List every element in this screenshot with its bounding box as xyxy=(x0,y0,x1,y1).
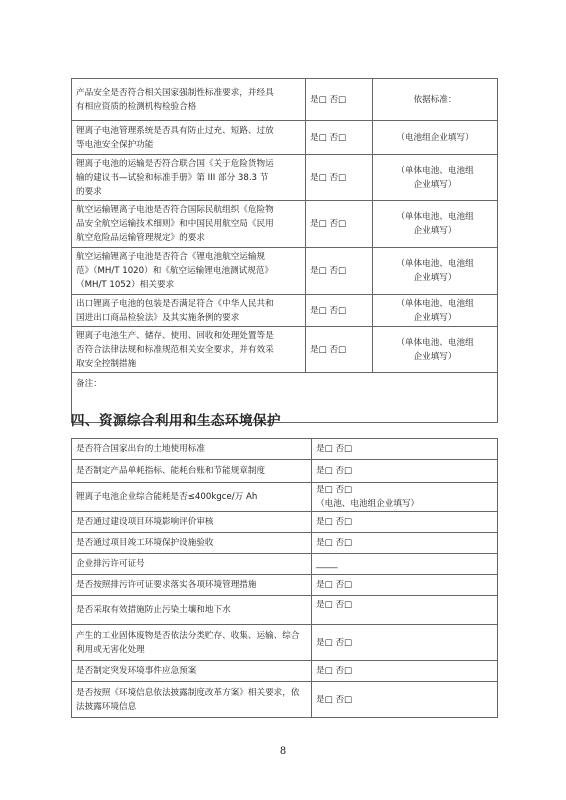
fill-text: 企业填写） xyxy=(413,351,457,362)
fill-text: （单体电池、电池组 xyxy=(396,337,474,348)
table-row xyxy=(72,295,498,327)
answer-text: 是□ 否□ xyxy=(316,637,353,648)
fill-cell xyxy=(373,201,498,248)
page-number: 8 xyxy=(279,746,287,757)
answer-text: 是□ 否□ xyxy=(316,666,353,676)
fill-text: （单体电池、电池组 xyxy=(396,259,474,269)
permit-number-field[interactable] xyxy=(312,554,498,575)
question-cell xyxy=(72,79,306,121)
table-row xyxy=(72,121,498,155)
answer-note: （电池、电池组企业填写） xyxy=(316,499,420,509)
question-cell xyxy=(72,327,306,373)
question-text: 有相应资质的检测机构检验合格 xyxy=(76,101,197,112)
answer-cell[interactable] xyxy=(312,661,498,682)
table-row xyxy=(72,201,498,248)
table-row xyxy=(72,460,498,483)
question-cell: 是否通过建设项目环境影响评价审核 xyxy=(72,512,312,533)
answer-text: 是□ 否□ xyxy=(316,444,353,454)
table-row xyxy=(72,596,498,625)
question-cell: 是否采取有效措施防止污染土壤和地下水 xyxy=(72,596,312,625)
fill-cell xyxy=(373,248,498,295)
answer-cell[interactable]: 是□ 否□ xyxy=(306,121,373,155)
answer-cell[interactable] xyxy=(312,512,498,533)
answer-cell[interactable]: 是□ 否□ xyxy=(306,201,373,248)
answer-cell[interactable]: 是□ 否□ xyxy=(306,248,373,295)
question-text: 等电池安全保护功能 xyxy=(76,139,154,150)
fill-text: 企业填写） xyxy=(413,226,457,236)
notes-label: 备注： xyxy=(76,379,102,389)
table-row xyxy=(72,439,498,460)
question-cell: 是否通过项目竣工环境保护设施验收 xyxy=(72,533,312,554)
answer-cell[interactable] xyxy=(312,483,498,512)
question-text: 范》（MH/T 1020）和《航空运输锂电池测试规范》 xyxy=(76,266,274,276)
fill-text: （单体电池、电池组 xyxy=(396,212,474,222)
answer-cell[interactable] xyxy=(312,596,498,625)
fill-text: 依据标准： xyxy=(413,94,457,105)
question-cell: 产生的工业固体废物是否依法分类贮存、收集、运输、综合利用或无害化处理 xyxy=(72,625,312,661)
table-row xyxy=(72,575,498,596)
answer-cell[interactable]: 是□ 否□ xyxy=(306,295,373,327)
section-title: 四、资源综合利用和生态环境保护 xyxy=(71,413,281,429)
fill-cell xyxy=(373,121,498,155)
question-text: 航空危险品运输管理规定》的要求 xyxy=(76,233,205,243)
table-row xyxy=(72,682,498,718)
answer-text: 是□ 否□ xyxy=(316,580,353,590)
question-text: 锂离子电池生产、储存、使用、回收和处理处置等是 xyxy=(76,330,274,341)
question-cell: 是否按照排污许可证要求落实各项环境管理措施 xyxy=(72,575,312,596)
fill-text: （单体电池、电池组 xyxy=(396,165,474,176)
answer-cell[interactable] xyxy=(312,460,498,483)
answer-text: 是□ 否□ xyxy=(316,517,353,527)
question-cell xyxy=(72,155,306,201)
question-cell xyxy=(72,201,306,248)
fill-text: 企业填写） xyxy=(413,179,457,190)
question-text: 品安全航空运输技术细则》和中国民用航空局《民用 xyxy=(76,219,274,229)
question-text: 输的建议书—试验和标准手册》第 III 部分 38.3 节 xyxy=(76,172,269,183)
question-text: 出口锂离子电池的包装是否满足符合《中华人民共和 xyxy=(76,298,274,309)
fill-text: 企业填写） xyxy=(413,312,457,323)
answer-text: 是□ 否□ xyxy=(316,694,353,705)
fill-text: （电池组企业填写） xyxy=(396,132,474,143)
table-row xyxy=(72,79,498,121)
environment-table xyxy=(71,438,498,718)
table-row xyxy=(72,155,498,201)
answer-cell[interactable] xyxy=(312,439,498,460)
table-row xyxy=(72,512,498,533)
question-text: 锂离子电池管理系统是否具有防止过充、短路、过放 xyxy=(76,125,274,136)
answer-cell[interactable]: 是□ 否□ xyxy=(306,327,373,373)
question-text: 航空运输锂离子电池是否符合国际民航组织《危险物 xyxy=(76,205,274,215)
fill-cell[interactable] xyxy=(373,79,498,121)
answer-cell[interactable] xyxy=(312,533,498,554)
fill-cell xyxy=(373,155,498,201)
question-cell xyxy=(72,121,306,155)
answer-cell[interactable] xyxy=(312,682,498,718)
answer-cell[interactable] xyxy=(312,625,498,661)
permit-blank: _____ xyxy=(316,559,338,569)
table-row xyxy=(72,248,498,295)
safety-table xyxy=(71,78,498,423)
table-row xyxy=(72,483,498,512)
question-cell: 是否制定产品单耗指标、能耗台账和节能规章制度 xyxy=(72,460,312,483)
question-text: 航空运输锂离子电池是否符合《锂电池航空运输规 xyxy=(76,252,266,262)
table-row xyxy=(72,625,498,661)
question-cell: 是否按照《环境信息依法披露制度改革方案》相关要求，依法披露环境信息 xyxy=(72,682,312,718)
fill-text: （单体电池、电池组 xyxy=(396,298,474,309)
table-row xyxy=(72,554,498,575)
question-text: 取安全控制措施 xyxy=(76,358,137,369)
question-cell: 是否制定突发环境事件应急预案 xyxy=(72,661,312,682)
table-row xyxy=(72,661,498,682)
table-row xyxy=(72,533,498,554)
table-row xyxy=(72,327,498,373)
fill-cell xyxy=(373,295,498,327)
answer-text: 是□ 否□ xyxy=(316,600,353,610)
answer-text: 是□ 否□ xyxy=(316,538,353,548)
answer-cell[interactable]: 是□ 否□ xyxy=(306,155,373,201)
question-cell: 锂离子电池企业综合能耗是否≤400kgce/万 Ah xyxy=(72,483,312,512)
question-text: （MH/T 1052）相关要求 xyxy=(76,280,175,290)
answer-cell[interactable]: 是□ 否□ xyxy=(306,79,373,121)
fill-text: 企业填写） xyxy=(413,273,457,283)
question-text: 的要求 xyxy=(76,186,102,197)
question-cell: 是否符合国家出台的土地使用标准 xyxy=(72,439,312,460)
question-text: 产品安全是否符合相关国家强制性标准要求，并经具 xyxy=(76,87,274,98)
question-text: 否符合法律法规和标准规范相关安全要求，并有效采 xyxy=(76,344,274,355)
answer-cell[interactable] xyxy=(312,575,498,596)
question-cell xyxy=(72,248,306,295)
question-text: 国进出口商品检验法》及其实施条例的要求 xyxy=(76,312,240,323)
question-cell: 企业排污许可证号 xyxy=(72,554,312,575)
question-cell xyxy=(72,295,306,327)
question-text: 锂离子电池的运输是否符合联合国《关于危险货物运 xyxy=(76,158,274,169)
fill-cell xyxy=(373,327,498,373)
answer-text: 是□ 否□ xyxy=(316,485,353,495)
answer-text: 是□ 否□ xyxy=(316,466,353,476)
